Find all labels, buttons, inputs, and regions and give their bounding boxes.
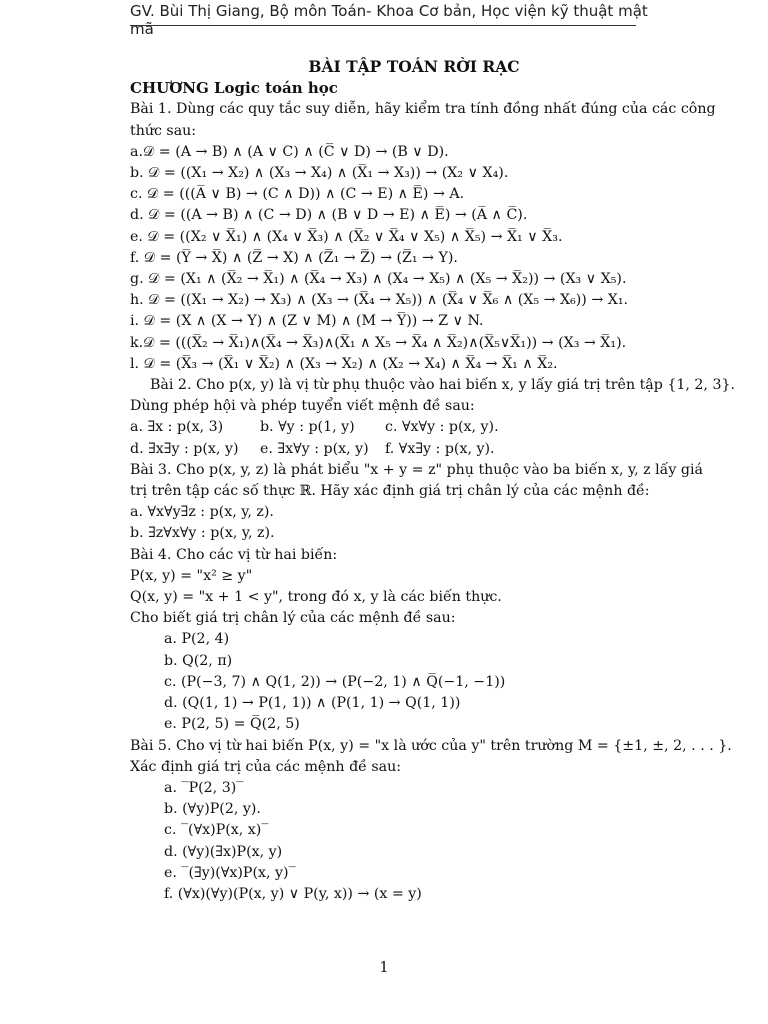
item-f: f. ∀x∃y : p(x, y).: [385, 440, 495, 457]
exercise-4-item-b: b. Q(2, π): [164, 652, 233, 669]
formula-c: c. 𝒟 = (((A̅ ∨ B) → (C ∧ D)) ∧ (C → E) ∧ E̅) → A.: [130, 186, 465, 203]
exercise-5-intro: Bài 5. Cho vị từ hai biến P(x, y) = "x là ước của y" trên trường M = {±1, ±, 2, . . . }.: [130, 737, 732, 754]
exercise-2-intro-cont: Dùng phép hội và phép tuyển viết mệnh đề sau:: [130, 398, 475, 415]
item-b: b. ∀y : p(1, y): [260, 419, 355, 436]
exercise-1: [130, 99, 716, 375]
page-number: 1: [379, 958, 389, 976]
formula-h: h. 𝒟 = ((X₁ → X₂) → X₃) ∧ (X₃ → (X̅₄ → X₅)) ∧ (X̅₄ ∨ X̅₆ ∧ (X₅ → X₆)) → X₁.: [130, 292, 629, 309]
exercise-3-item-a: a. ∀x∀y∃z : p(x, y, z).: [130, 504, 274, 521]
exercise-1-intro: Bài 1. Dùng các quy tắc suy diễn, hãy kiểm tra tính đồng nhất đúng của các công: [130, 101, 716, 118]
exercise-4-item-c: c. (P(−3, 7) ∧ Q(1, 2)) → (P(−2, 1) ∧ Q̅(−1, −1)): [164, 673, 506, 690]
exercise-3-intro: Bài 3. Cho p(x, y, z) là phát biểu "x + y = z" phụ thuộc vào ba biến x, y, z lấy giá: [130, 461, 703, 478]
exercise-1-intro-cont: thức sau:: [130, 122, 197, 139]
item-d: d. ∃x∃y : p(x, y): [130, 440, 239, 457]
formula-f: f. 𝒟 = (Y̅ → X̅) ∧ (Z̅ → X) ∧ (Z̅₁ → Z̅) → (Z̅₁ → Y).: [130, 249, 458, 266]
exercise-3: [130, 460, 703, 545]
document-title: BÀI TẬP TOÁN RỜI RẠC: [308, 57, 520, 76]
exercise-3-item-b: b. ∃z∀x∀y : p(x, y, z).: [130, 525, 275, 542]
exercise-2: [130, 375, 736, 460]
formula-l: l. 𝒟 = (X̅₃ → (X̅₁ ∨ X̅₂) ∧ (X₃ → X₂) ∧ (X₂ → X₄) ∧ X̅₄ → X̅₁ ∧ X̅₂.: [130, 355, 558, 372]
formula-g: g. 𝒟 = (X₁ ∧ (X̅₂ → X̅₁) ∧ (X̅₄ → X₃) ∧ (X₄ → X₅) ∧ (X₅ → X̅₂)) → (X₃ ∨ X₅).: [130, 271, 627, 288]
exercise-4-item-e: e. P(2, 5) = Q̅(2, 5): [164, 716, 300, 733]
exercise-5-item-f: f. (∀x)(∀y)(P(x, y) ∨ P(y, x)) → (x = y): [164, 885, 422, 902]
exercise-2-row-2: [130, 439, 670, 460]
exercise-4-item-d: d. (Q(1, 1) → P(1, 1)) ∧ (P(1, 1) → Q(1, 1)): [164, 695, 461, 712]
item-c: c. ∀x∀y : p(x, y).: [385, 419, 499, 436]
exercise-5-item-b: b. (∀y)P(2, y).: [164, 801, 261, 818]
exercise-5-item-d: d. (∀y)(∃x)P(x, y): [164, 843, 283, 860]
formula-d: d. 𝒟 = ((A → B) ∧ (C → D) ∧ (B ∨ D → E) ∧ E̅) → (A̅ ∧ C̅).: [130, 207, 528, 224]
exercise-3-intro-cont: trị trên tập các số thực ℝ. Hãy xác định giá trị chân lý của các mệnh đề:: [130, 483, 650, 500]
exercise-2-row-1: [130, 417, 670, 438]
chapter-heading: CHƯƠNG Logic toán học: [130, 79, 338, 98]
header-rule: [130, 25, 636, 26]
exercise-4-item-a: a. P(2, 4): [164, 631, 230, 648]
exercise-5-item-c: c. ‾(∀x)P(x, x)‾: [164, 822, 269, 839]
exercise-5-intro-cont: Xác định giá trị của các mệnh đề sau:: [130, 758, 402, 775]
item-e: e. ∃x∀y : p(x, y): [260, 440, 369, 457]
predicate-p: P(x, y) = "x² ≥ y": [130, 567, 253, 584]
page-header: GV. Bùi Thị Giang, Bộ môn Toán- Khoa Cơ bản, Học viện kỹ thuật mật mã: [130, 2, 648, 38]
formula-i: i. 𝒟 = (X ∧ (X → Y) ∧ (Z ∨ M) ∧ (M → Y̅)) → Z ∨ N.: [130, 313, 484, 330]
predicate-q: Q(x, y) = "x + 1 < y", trong đó x, y là các biến thực.: [130, 589, 502, 606]
formula-k: k.𝒟 = (((X̅₂ → X̅₁)∧(X̅₄ → X̅₃)∧(X̅₁ ∧ X₅ → X̅₄ ∧ X̅₂)∧(X̅₅∨X̅₁)) → (X₃ → X̅₁).: [130, 334, 627, 351]
item-a: a. ∃x : p(x, 3): [130, 419, 224, 436]
exercise-5-item-a: a. ‾P(2, 3)‾: [164, 779, 244, 796]
exercise-4: [130, 545, 670, 736]
exercise-4-question: Cho biết giá trị chân lý của các mệnh đề sau:: [130, 610, 456, 627]
formula-e: e. 𝒟 = ((X₂ ∨ X̅₁) ∧ (X₄ ∨ X̅₃) ∧ (X̅₂ ∨ X̅₄ ∨ X₅) ∧ X̅₅) → X̅₁ ∨ X̅₃.: [130, 228, 563, 245]
exercise-5: [130, 736, 732, 906]
exercise-4-intro: Bài 4. Cho các vị từ hai biến:: [130, 546, 338, 563]
exercise-2-intro: Bài 2. Cho p(x, y) là vị từ phụ thuộc vào hai biến x, y lấy giá trị trên tập {1, 2, 3}.: [150, 377, 736, 394]
document-body: [130, 56, 736, 905]
formula-a: a.𝒟 = (A → B) ∧ (A ∨ C) ∧ (C̅ ∨ D) → (B ∨ D).: [130, 143, 449, 160]
formula-b: b. 𝒟 = ((X₁ → X₂) ∧ (X₃ → X₄) ∧ (X̅₁ → X₃)) → (X₂ ∨ X₄).: [130, 165, 509, 182]
exercise-5-item-e: e. ‾(∃y)(∀x)P(x, y)‾: [164, 864, 296, 881]
